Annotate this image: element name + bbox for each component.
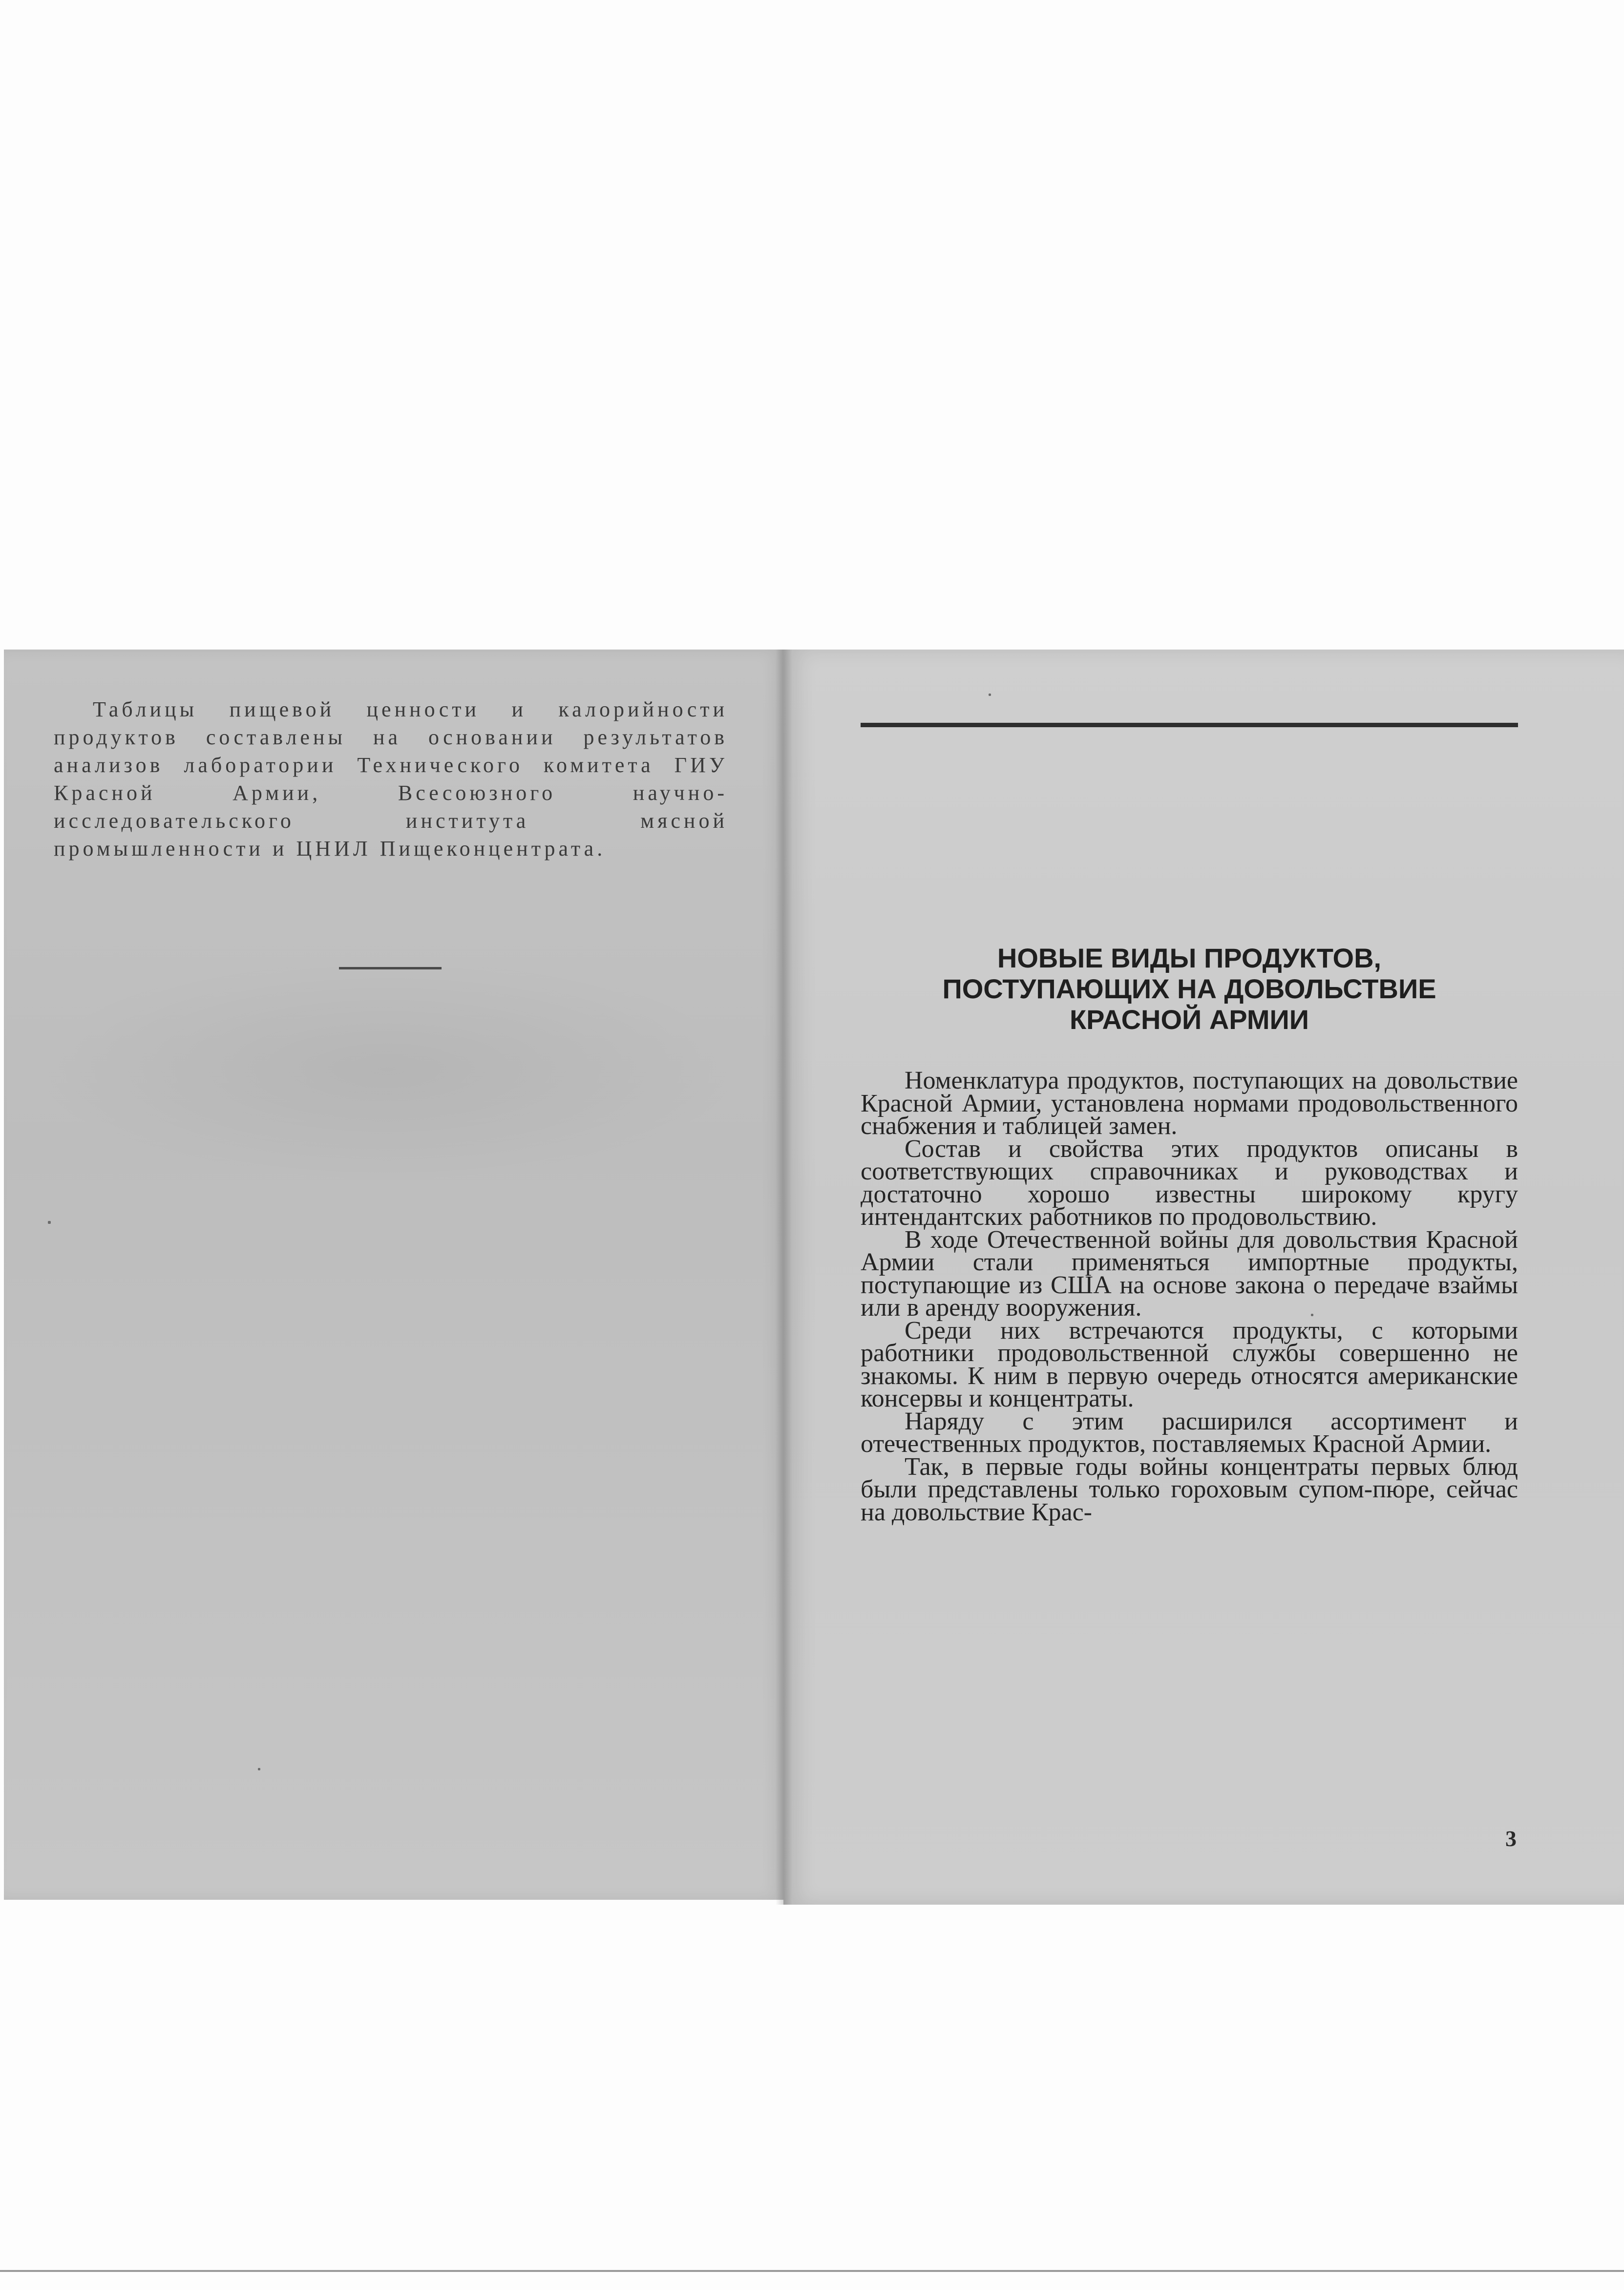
page-number: 3 [1505, 1826, 1517, 1851]
top-rule [861, 723, 1518, 727]
paragraph: Среди них встречаются продукты, с которыми работники продовольственной службы совершенно не знакомы. К ним в первую очередь относятся американские консервы и концентраты. [861, 1316, 1518, 1412]
paper-speck [989, 693, 991, 696]
short-divider-rule [339, 967, 442, 969]
paragraph: Так, в первые годы войны концентраты первых блюд были представлены только гороховым супом-пюре, сейчас на довольствие Крас- [861, 1452, 1518, 1526]
paragraph: Наряду с этим расширился ассортимент и отечественных продуктов, поставляемых Красной Армии. [861, 1407, 1518, 1458]
bleed-through-shadow [33, 957, 741, 1182]
heading-line-2: ПОСТУПАЮЩИХ НА ДОВОЛЬСТВИЕ [942, 973, 1436, 1004]
heading-line-3: КРАСНОЙ АРМИИ [1069, 1004, 1309, 1035]
paragraph: В ходе Отечественной войны для довольствия Красной Армии стали применяться импортные продукты, поступающие из США на основе закона о передаче взаймы или в аренду вооружения. [861, 1225, 1518, 1322]
booklet [4, 650, 1624, 1905]
chapter-heading [861, 943, 1518, 1035]
sources-note: Таблицы пищевой ценности и калорийности продуктов составлены на основании результатов анализов лаборатории Технического комитета ГИУ Красной Армии, Всесоюзного научно-исследовательского института мясной промышленности и ЦНИЛ Пищеконцентрата. [54, 697, 728, 861]
paper-speck [258, 1768, 260, 1770]
right-page [783, 650, 1624, 1905]
body-text [861, 1067, 1518, 1526]
paragraph: Состав и свойства этих продуктов описаны в соответствующих справочниках и руководствах и достаточно хорошо известны широкому кругу интендантских работников по продовольствию. [861, 1134, 1518, 1231]
paper-speck [48, 1221, 51, 1224]
paragraph: Номенклатура продуктов, поступающих на довольствие Красной Армии, установлена нормами продовольственного снабжения и таблицей замен. [861, 1067, 1518, 1140]
scanner-edge-line [0, 2270, 1624, 2272]
spine-gutter [776, 650, 792, 1905]
heading-line-1: НОВЫЕ ВИДЫ ПРОДУКТОВ, [997, 943, 1382, 973]
left-page [4, 650, 783, 1900]
paper-speck [1311, 1314, 1313, 1316]
